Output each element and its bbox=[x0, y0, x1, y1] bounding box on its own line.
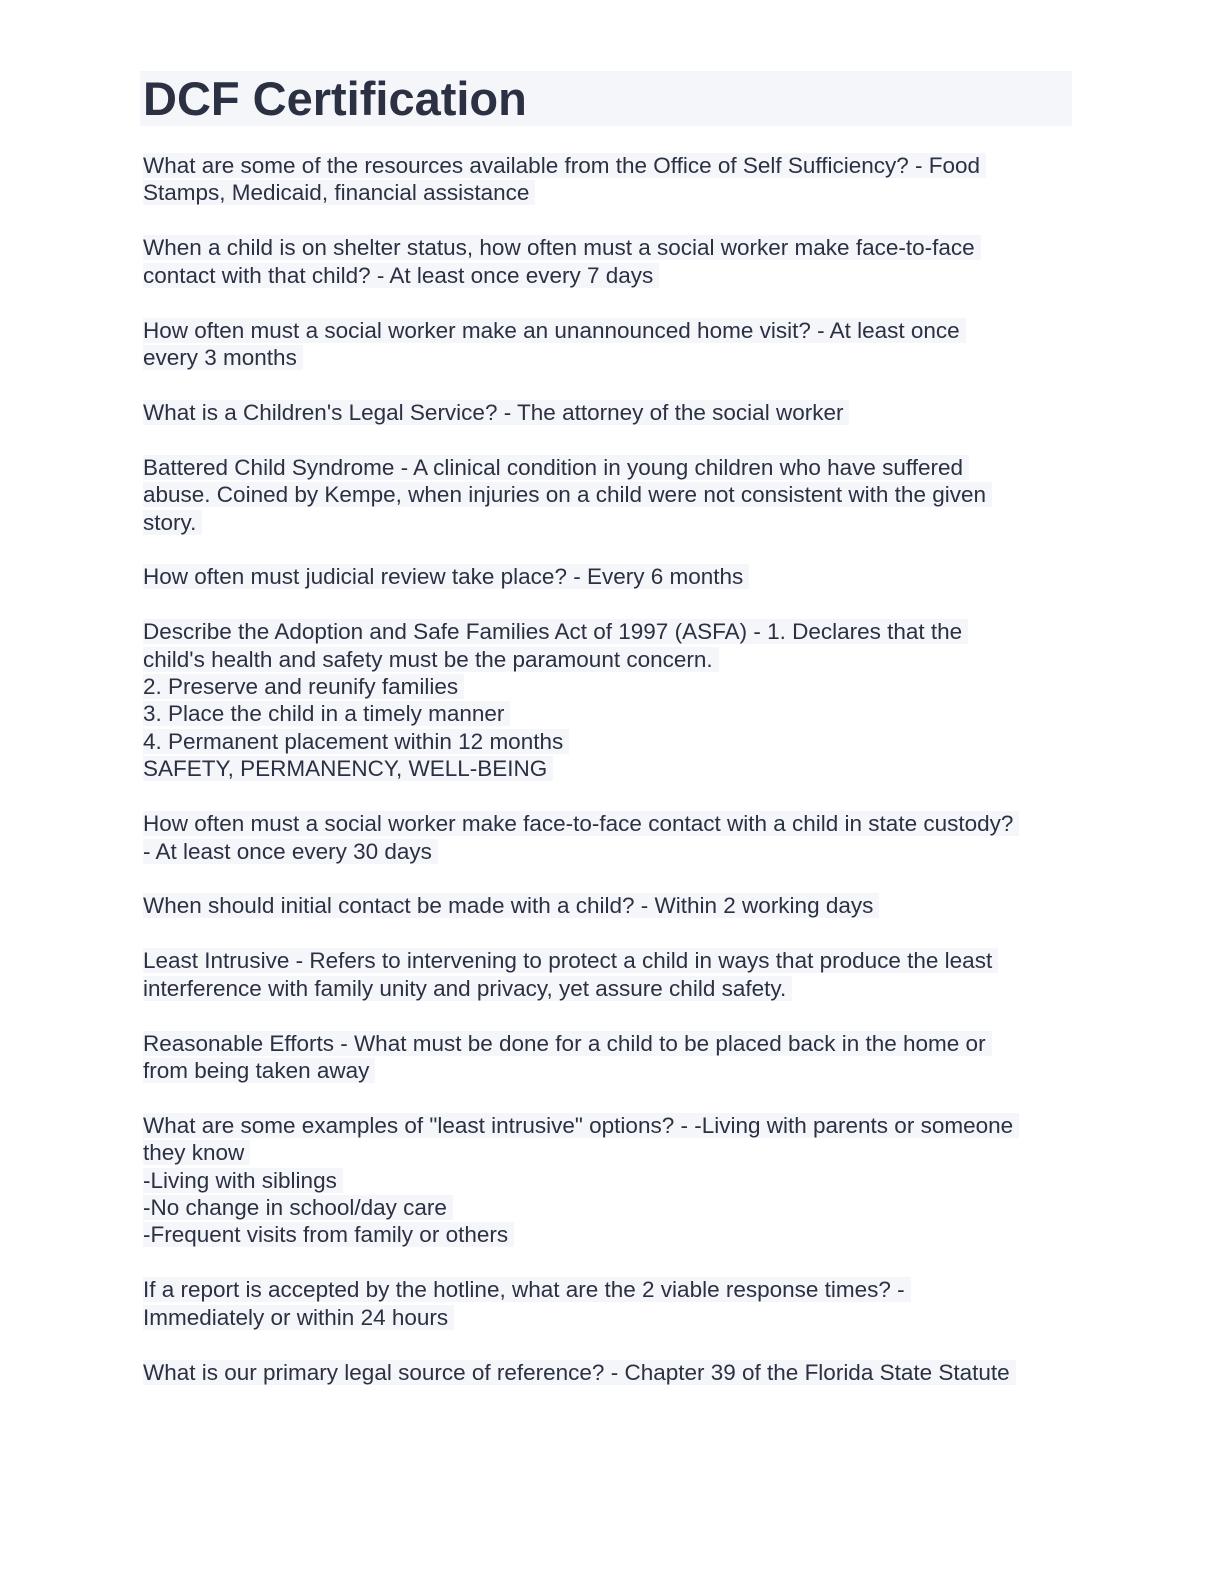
flashcard-entry bbox=[143, 810, 1078, 865]
entry-line: -Living with siblings bbox=[143, 1167, 1078, 1194]
document-title: DCF Certification bbox=[143, 72, 527, 125]
entry-line: Reasonable Efforts - What must be done for a child to be placed back in the home or bbox=[143, 1030, 1078, 1057]
entry-line: When should initial contact be made with a child? - Within 2 working days bbox=[143, 892, 1078, 919]
entry-line: Immediately or within 24 hours bbox=[143, 1304, 1078, 1331]
entry-line: child's health and safety must be the paramount concern. bbox=[143, 646, 1078, 673]
entry-line: -Frequent visits from family or others bbox=[143, 1221, 1078, 1248]
flashcard-entry bbox=[143, 1112, 1078, 1249]
flashcard-entry bbox=[143, 1359, 1078, 1386]
entry-line: Stamps, Medicaid, financial assistance bbox=[143, 179, 1078, 206]
entry-line: every 3 months bbox=[143, 344, 1078, 371]
entry-line: -No change in school/day care bbox=[143, 1194, 1078, 1221]
entry-line: abuse. Coined by Kempe, when injuries on a child were not consistent with the given bbox=[143, 481, 1078, 508]
flashcard-entry bbox=[143, 1030, 1078, 1085]
entry-line: How often must judicial review take place? - Every 6 months bbox=[143, 563, 1078, 590]
entry-line: 4. Permanent placement within 12 months bbox=[143, 728, 1078, 755]
entry-line: SAFETY, PERMANENCY, WELL-BEING bbox=[143, 755, 1078, 782]
entry-line: contact with that child? - At least once every 7 days bbox=[143, 262, 1078, 289]
flashcard-entry bbox=[143, 618, 1078, 782]
flashcard-entry bbox=[143, 152, 1078, 207]
entry-line: When a child is on shelter status, how often must a social worker make face-to-face bbox=[143, 234, 1078, 261]
flashcard-entry bbox=[143, 454, 1078, 536]
entry-line: How often must a social worker make an unannounced home visit? - At least once bbox=[143, 317, 1078, 344]
entry-line: - At least once every 30 days bbox=[143, 838, 1078, 865]
flashcard-entry bbox=[143, 892, 1078, 919]
entry-line: What are some of the resources available from the Office of Self Sufficiency? - Food bbox=[143, 152, 1078, 179]
entry-line: 2. Preserve and reunify families bbox=[143, 673, 1078, 700]
entry-line: from being taken away bbox=[143, 1057, 1078, 1084]
entry-line: they know bbox=[143, 1139, 1078, 1166]
flashcard-entry bbox=[143, 947, 1078, 1002]
entry-line: How often must a social worker make face-to-face contact with a child in state custody? bbox=[143, 810, 1078, 837]
entry-line: Least Intrusive - Refers to intervening to protect a child in ways that produce the least bbox=[143, 947, 1078, 974]
flashcard-entry bbox=[143, 317, 1078, 372]
entry-line: story. bbox=[143, 509, 1078, 536]
entry-line: Describe the Adoption and Safe Families Act of 1997 (ASFA) - 1. Declares that the bbox=[143, 618, 1078, 645]
entry-line: interference with family unity and privacy, yet assure child safety. bbox=[143, 975, 1078, 1002]
entry-line: 3. Place the child in a timely manner bbox=[143, 700, 1078, 727]
flashcard-entry bbox=[143, 399, 1078, 426]
entry-line: What are some examples of "least intrusive" options? - -Living with parents or someone bbox=[143, 1112, 1078, 1139]
flashcard-entry bbox=[143, 563, 1078, 590]
flashcard-entry bbox=[143, 234, 1078, 289]
entry-line: If a report is accepted by the hotline, what are the 2 viable response times? - bbox=[143, 1276, 1078, 1303]
flashcard-list bbox=[143, 152, 1078, 1414]
entry-line: What is our primary legal source of reference? - Chapter 39 of the Florida State Statute bbox=[143, 1359, 1078, 1386]
flashcard-entry bbox=[143, 1276, 1078, 1331]
entry-line: What is a Children's Legal Service? - The attorney of the social worker bbox=[143, 399, 1078, 426]
entry-line: Battered Child Syndrome - A clinical condition in young children who have suffered bbox=[143, 454, 1078, 481]
